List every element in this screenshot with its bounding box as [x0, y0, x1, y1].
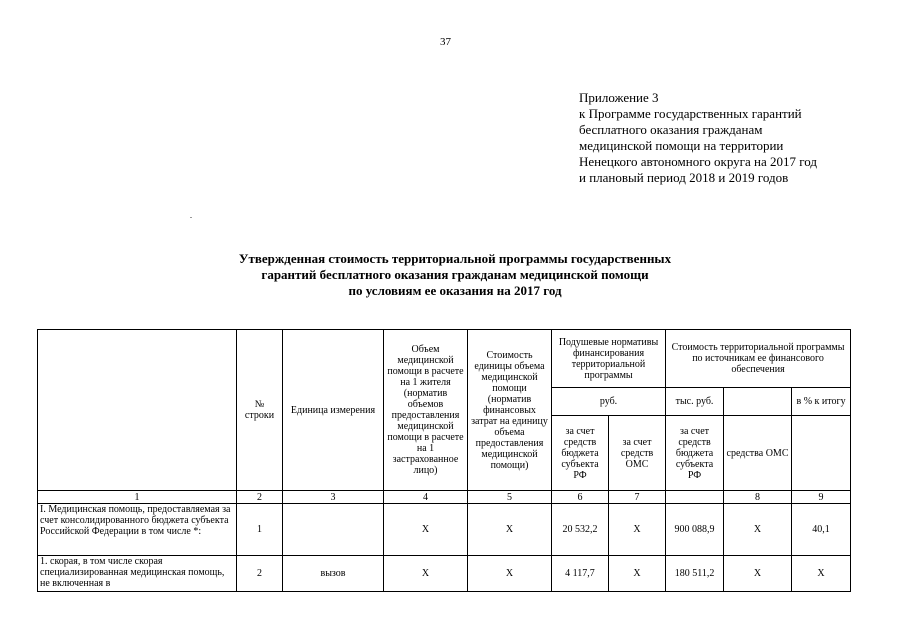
header-thous-rub: тыс. руб. — [666, 388, 724, 416]
row-budget-rub: 20 532,2 — [552, 504, 609, 556]
document-title — [150, 251, 760, 299]
title-line: по условиям ее оказания на 2017 год — [348, 283, 562, 298]
table-row — [38, 556, 851, 592]
header-unit: Единица измерения — [283, 330, 384, 491]
col-number: 7 — [609, 491, 666, 504]
col-number: 2 — [237, 491, 283, 504]
col-number: 1 — [38, 491, 237, 504]
row-oms-rub: X — [609, 556, 666, 592]
header-oms-funds: средства ОМС — [724, 416, 792, 491]
col-number: 6 — [552, 491, 609, 504]
row-name: I. Медицинская помощь, предоставляемая за счет консолидированного бюджета субъекта Российской Федерации в том числе *: — [38, 504, 237, 556]
row-budget-thous: 900 088,9 — [666, 504, 724, 556]
page-number: 37 — [440, 36, 451, 48]
col-number-blank — [666, 491, 724, 504]
row-budget-rub: 4 117,7 — [552, 556, 609, 592]
appendix-line: и плановый период 2018 и 2019 годов — [579, 170, 789, 185]
col-number: 4 — [384, 491, 468, 504]
row-number: 2 — [237, 556, 283, 592]
col-number: 3 — [283, 491, 384, 504]
row-unit-cost: X — [468, 504, 552, 556]
col-number: 9 — [792, 491, 851, 504]
row-unit — [283, 504, 384, 556]
row-oms-thous: X — [724, 556, 792, 592]
header-budget-rf-thous: за счет средств бюджета субъекта РФ — [666, 416, 724, 491]
scan-speck — [190, 217, 192, 218]
row-oms-thous: X — [724, 504, 792, 556]
col-number: 8 — [724, 491, 792, 504]
row-percent: X — [792, 556, 851, 592]
header-blank — [724, 388, 792, 416]
row-number: 1 — [237, 504, 283, 556]
header-rub: руб. — [552, 388, 666, 416]
appendix-line: бесплатного оказания гражданам — [579, 122, 763, 137]
header-row-number: № строки — [237, 330, 283, 491]
header-unit-cost: Стоимость единицы объема медицинской помощи (норматив финансовых затрат на единицу объема предоставления медицинской помощи) — [468, 330, 552, 491]
appendix-note — [579, 90, 817, 186]
appendix-line: Ненецкого автономного округа на 2017 год — [579, 154, 817, 169]
header-per-capita: Подушевые нормативы финансирования территориальной программы — [552, 330, 666, 388]
appendix-line: к Программе государственных гарантий — [579, 106, 802, 121]
row-name: 1. скорая, в том числе скорая специализированная медицинская помощь, не включенная в — [38, 556, 237, 592]
row-volume: X — [384, 504, 468, 556]
header-empty-cell — [38, 330, 237, 491]
row-oms-rub: X — [609, 504, 666, 556]
cost-table — [37, 329, 851, 592]
header-volume: Объем медицинской помощи в расчете на 1 жителя (норматив объемов предоставления медицинской помощи в расчете на 1 застрахованное лицо) — [384, 330, 468, 491]
row-percent: 40,1 — [792, 504, 851, 556]
header-budget-rf: за счет средств бюджета субъекта РФ — [552, 416, 609, 491]
row-budget-thous: 180 511,2 — [666, 556, 724, 592]
row-unit: вызов — [283, 556, 384, 592]
row-unit-cost: X — [468, 556, 552, 592]
col-number: 5 — [468, 491, 552, 504]
header-oms: за счет средств ОМС — [609, 416, 666, 491]
appendix-line: Приложение 3 — [579, 90, 659, 105]
header-percent-blank — [792, 416, 851, 491]
title-line: Утвержденная стоимость территориальной программы государственных — [238, 251, 672, 266]
title-line: гарантий бесплатного оказания гражданам медицинской помощи — [261, 267, 649, 282]
appendix-line: медицинской помощи на территории — [579, 138, 784, 153]
header-total-cost: Стоимость территориальной программы по источникам ее финансового обеспечения — [666, 330, 851, 388]
table-row — [38, 504, 851, 556]
row-volume: X — [384, 556, 468, 592]
header-percent: в % к итогу — [792, 388, 851, 416]
